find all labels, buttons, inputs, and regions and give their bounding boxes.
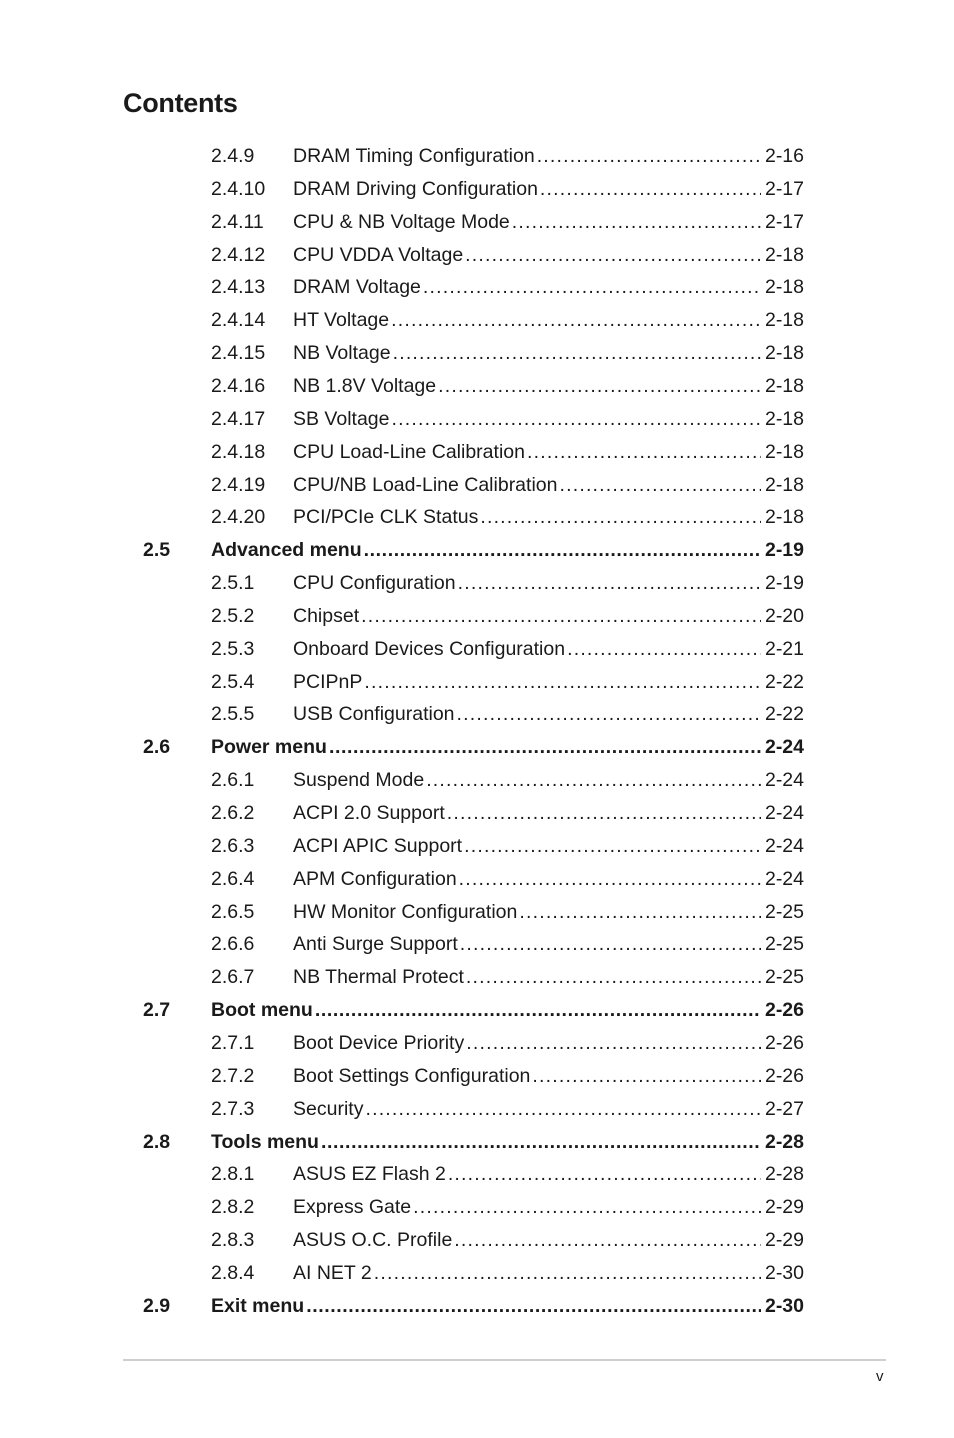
toc-entry[interactable] <box>0 140 954 173</box>
toc-entry[interactable] <box>0 469 954 502</box>
toc-section-entry[interactable] <box>0 994 954 1027</box>
toc-dot-leader <box>365 1093 761 1126</box>
toc-entry-number: 2.4.18 <box>211 440 266 463</box>
toc-entry[interactable] <box>0 896 954 929</box>
toc-entry-title: APM Configuration <box>293 867 457 890</box>
toc-entry[interactable] <box>0 501 954 534</box>
toc-dot-leader <box>480 501 761 534</box>
toc-entry-number: 2.8.2 <box>211 1196 255 1219</box>
toc-dot-leader <box>423 271 761 304</box>
toc-entry-page: 2-30 <box>764 1294 804 1317</box>
toc-entry[interactable] <box>0 173 954 206</box>
toc-dot-leader <box>361 600 761 633</box>
toc-entry-number: 2.5.5 <box>211 703 255 726</box>
toc-dot-leader <box>315 994 761 1027</box>
toc-entry[interactable] <box>0 239 954 272</box>
toc-entry-title: NB 1.8V Voltage <box>293 374 437 397</box>
toc-entry-page: 2-22 <box>764 703 804 726</box>
toc-entry-title: ACPI 2.0 Support <box>293 802 445 824</box>
toc-dot-leader <box>447 797 761 830</box>
toc-entry-line <box>293 698 804 731</box>
toc-entry-page: 2-25 <box>764 900 804 923</box>
toc-entry-line <box>293 239 804 272</box>
toc-dot-leader <box>393 337 761 370</box>
toc-entry-title: AI NET 2 <box>293 1261 372 1284</box>
toc-entry-title: Onboard Devices Configuration <box>293 637 566 660</box>
toc-entry-title: Security <box>293 1097 364 1120</box>
toc-entry-page: 2-18 <box>764 506 804 529</box>
toc-dot-leader <box>438 370 761 403</box>
toc-dot-leader <box>413 1191 761 1224</box>
toc-section-entry[interactable] <box>0 1290 954 1323</box>
toc-entry-page: 2-26 <box>764 1031 804 1054</box>
toc-dot-leader <box>466 1027 761 1060</box>
toc-entry-line <box>293 1257 804 1290</box>
toc-entry-page: 2-18 <box>764 374 804 397</box>
toc-entry-page: 2-18 <box>764 309 804 332</box>
toc-entry-page: 2-24 <box>764 736 804 759</box>
toc-dot-leader <box>466 961 761 994</box>
toc-entry-line <box>293 830 804 863</box>
toc-entry-number: 2.9 <box>143 1294 171 1317</box>
toc-entry-line <box>293 961 804 994</box>
toc-section-entry[interactable] <box>0 1126 954 1159</box>
toc-entry-number: 2.6.6 <box>211 933 255 956</box>
toc-entry-number: 2.4.20 <box>211 506 266 529</box>
toc-entry-page: 2-25 <box>764 933 804 956</box>
toc-entry-page: 2-28 <box>764 1130 804 1153</box>
toc-entry-line <box>293 1224 804 1257</box>
toc-entry-page: 2-24 <box>764 834 804 857</box>
toc-entry-line <box>293 173 804 206</box>
toc-entry-title: HT Voltage <box>293 309 390 332</box>
toc-dot-leader <box>519 896 761 929</box>
toc-entry-number: 2.4.12 <box>211 243 266 266</box>
toc-entry-page: 2-17 <box>764 210 804 233</box>
toc-entry-number: 2.5.1 <box>211 572 255 595</box>
toc-entry-number: 2.6.4 <box>211 867 255 890</box>
toc-entry-number: 2.4.15 <box>211 342 266 365</box>
toc-entry-title: ACPI APIC Support <box>293 834 463 857</box>
toc-entry-number: 2.6 <box>143 736 171 759</box>
toc-entry[interactable] <box>0 370 954 403</box>
toc-entry-line <box>293 1027 804 1060</box>
toc-entry-number: 2.4.9 <box>211 145 255 167</box>
toc-entry-line <box>293 501 804 534</box>
toc-dot-leader <box>329 731 761 764</box>
toc-entry-page: 2-28 <box>764 1163 804 1186</box>
toc-entry-title: PCI/PCIe CLK Status <box>293 506 479 529</box>
toc-entry-page: 2-27 <box>764 1097 804 1120</box>
toc-entry-number: 2.8.4 <box>211 1261 255 1284</box>
toc-dot-leader <box>559 469 761 502</box>
toc-entry-number: 2.4.11 <box>211 210 264 233</box>
toc-entry-line <box>211 994 804 1027</box>
toc-entry-page: 2-29 <box>764 1196 804 1219</box>
toc-entry-title: CPU/NB Load-Line Calibration <box>293 473 558 496</box>
page-title: Contents <box>123 88 238 118</box>
toc-entry[interactable] <box>0 1060 954 1093</box>
toc-dot-leader <box>321 1126 761 1159</box>
toc-entry-title: CPU & NB Voltage Mode <box>293 210 510 233</box>
toc-entry-title: Anti Surge Support <box>293 933 458 956</box>
toc-entry-line <box>293 140 804 173</box>
toc-entry-line <box>293 764 804 797</box>
toc-dot-leader <box>460 928 761 961</box>
footer-divider <box>123 1359 886 1361</box>
toc-entry-number: 2.8.1 <box>211 1163 255 1186</box>
toc-entry[interactable] <box>0 1224 954 1257</box>
toc-entry[interactable] <box>0 633 954 666</box>
toc-dot-leader <box>532 1060 761 1093</box>
toc-entry-number: 2.4.16 <box>211 374 266 397</box>
toc-entry-page: 2-18 <box>764 276 804 299</box>
toc-entry-title: PCIPnP <box>293 670 363 693</box>
toc-entry-title: Boot Settings Configuration <box>293 1064 531 1087</box>
toc-entry-line <box>293 304 804 337</box>
toc-entry[interactable] <box>0 1093 954 1126</box>
toc-dot-leader <box>457 698 761 731</box>
toc-entry-number: 2.5 <box>143 539 171 562</box>
toc-entry-title: NB Voltage <box>293 342 391 365</box>
toc-entry-title: Boot menu <box>211 999 313 1022</box>
toc-entry-title: CPU VDDA Voltage <box>293 243 464 266</box>
toc-entry-page: 2-19 <box>764 539 804 562</box>
toc-entry[interactable] <box>0 698 954 731</box>
toc-entry-page: 2-18 <box>764 473 804 496</box>
toc-entry-number: 2.4.10 <box>211 177 266 200</box>
toc-entry-title: ASUS EZ Flash 2 <box>293 1163 446 1186</box>
toc-entry-page: 2-18 <box>764 407 804 430</box>
toc-entry-number: 2.5.3 <box>211 637 255 660</box>
toc-entry-title: Power menu <box>211 736 327 759</box>
toc-entry-title: DRAM Driving Configuration <box>293 177 538 200</box>
toc-entry[interactable] <box>0 1257 954 1290</box>
toc-entry-line <box>293 633 804 666</box>
toc-dot-leader <box>458 567 761 600</box>
toc-entry-page: 2-29 <box>764 1229 804 1252</box>
toc-entry-page: 2-26 <box>764 1064 804 1087</box>
toc-entry-page: 2-18 <box>764 440 804 463</box>
toc-entry[interactable] <box>0 764 954 797</box>
toc-entry-page: 2-30 <box>764 1261 804 1284</box>
toc-entry-line <box>211 1290 804 1323</box>
toc-dot-leader <box>364 534 761 567</box>
toc-entry[interactable] <box>0 830 954 863</box>
toc-section-entry[interactable] <box>0 731 954 764</box>
toc-entry-number: 2.7 <box>143 999 171 1022</box>
toc-entry[interactable] <box>0 928 954 961</box>
toc-entry-title: SB Voltage <box>293 407 390 430</box>
toc-dot-leader <box>374 1257 761 1290</box>
toc-entry-number: 2.8.3 <box>211 1229 255 1252</box>
toc-entry-title: DRAM Timing Configuration <box>293 145 535 167</box>
toc-entry-number: 2.5.2 <box>211 604 255 627</box>
toc-entry-line <box>293 271 804 304</box>
toc-entry-line <box>293 666 804 699</box>
toc-dot-leader <box>426 764 761 797</box>
toc-dot-leader <box>540 173 761 206</box>
toc-entry-line <box>293 206 804 239</box>
toc-entry-title: CPU Configuration <box>293 572 456 595</box>
toc-entry-title: HW Monitor Configuration <box>293 900 518 923</box>
toc-entry[interactable] <box>0 1191 954 1224</box>
toc-entry[interactable] <box>0 304 954 337</box>
toc-dot-leader <box>512 206 761 239</box>
toc-entry-line <box>293 797 804 830</box>
footer-page-number: v <box>876 1368 884 1385</box>
toc-entry-number: 2.4.13 <box>211 276 266 299</box>
toc-section-entry[interactable] <box>0 534 954 567</box>
toc-entry-page: 2-24 <box>764 769 804 792</box>
toc-entry-page: 2-25 <box>764 966 804 989</box>
toc-entry-title: NB Thermal Protect <box>293 966 464 989</box>
toc-entry-number: 2.6.5 <box>211 900 255 923</box>
toc-entry[interactable] <box>0 436 954 469</box>
toc-entry-title: CPU Load-Line Calibration <box>293 440 525 463</box>
toc-entry-line <box>293 337 804 370</box>
toc-entry-number: 2.6.7 <box>211 966 255 989</box>
toc-entry-page: 2-21 <box>764 637 804 660</box>
toc-entry-number: 2.4.14 <box>211 309 266 332</box>
toc-entry-line <box>293 1191 804 1224</box>
toc-dot-leader <box>392 403 761 436</box>
toc-entry-page: 2-24 <box>764 867 804 890</box>
toc-dot-leader <box>364 666 761 699</box>
toc-entry-title: Suspend Mode <box>293 769 425 792</box>
toc-dot-leader <box>537 140 761 173</box>
toc-dot-leader <box>459 863 761 896</box>
toc-entry-number: 2.4.17 <box>211 407 266 430</box>
toc-entry-title: Chipset <box>293 604 360 627</box>
toc-entry-number: 2.8 <box>143 1130 171 1153</box>
toc-entry-number: 2.7.3 <box>211 1097 255 1120</box>
toc-entry-line <box>211 1126 804 1159</box>
toc-dot-leader <box>527 436 761 469</box>
toc-entry-page: 2-18 <box>764 342 804 365</box>
toc-entry-title: Express Gate <box>293 1196 412 1219</box>
toc-entry-page: 2-16 <box>764 145 804 167</box>
toc-entry-line <box>293 600 804 633</box>
toc-entry-number: 2.6.3 <box>211 834 255 857</box>
toc-entry-page: 2-22 <box>764 670 804 693</box>
toc-entry-line <box>293 863 804 896</box>
toc-entry-line <box>293 1158 804 1191</box>
toc-entry-number: 2.7.2 <box>211 1064 255 1087</box>
toc-entry-title: Exit menu <box>211 1294 305 1317</box>
toc-entry[interactable] <box>0 666 954 699</box>
toc-entry[interactable] <box>0 567 954 600</box>
toc-entry-line <box>293 1093 804 1126</box>
toc-entry-title: Advanced menu <box>211 539 362 562</box>
toc-entry-title: USB Configuration <box>293 703 455 726</box>
toc-entry-line <box>211 534 804 567</box>
toc-entry-line <box>211 731 804 764</box>
toc-entry-page: 2-19 <box>764 572 804 595</box>
toc-entry-page: 2-18 <box>764 243 804 266</box>
toc-entry[interactable] <box>0 271 954 304</box>
toc-entry-line <box>293 469 804 502</box>
toc-entry-title: DRAM Voltage <box>293 276 421 299</box>
toc-entry[interactable] <box>0 961 954 994</box>
toc-dot-leader <box>448 1158 761 1191</box>
toc-entry-page: 2-26 <box>764 999 804 1022</box>
toc-entry-title: Tools menu <box>211 1130 319 1153</box>
toc-entry-page: 2-17 <box>764 177 804 200</box>
toc-dot-leader <box>391 304 761 337</box>
toc-entry[interactable] <box>0 206 954 239</box>
toc-entry[interactable] <box>0 863 954 896</box>
toc-dot-leader <box>465 239 761 272</box>
toc-entry-line <box>293 1060 804 1093</box>
toc-entry[interactable] <box>0 337 954 370</box>
toc-entry-line <box>293 436 804 469</box>
toc-entry[interactable] <box>0 797 954 830</box>
toc-dot-leader <box>567 633 761 666</box>
toc-entry-number: 2.4.19 <box>211 473 266 496</box>
toc-entry-number: 2.5.4 <box>211 670 255 693</box>
toc-entry-title: ASUS O.C. Profile <box>293 1229 453 1252</box>
toc-entry-number: 2.6.1 <box>211 769 255 792</box>
toc-dot-leader <box>454 1224 761 1257</box>
toc-entry[interactable] <box>0 1158 954 1191</box>
toc-dot-leader <box>306 1290 761 1323</box>
toc-entry-line <box>293 370 804 403</box>
toc-entry-line <box>293 567 804 600</box>
toc-entry[interactable] <box>0 403 954 436</box>
toc-entry-number: 2.6.2 <box>211 802 255 824</box>
toc-entry-page: 2-20 <box>764 604 804 627</box>
toc-entry-line <box>293 896 804 929</box>
toc-entry-line <box>293 403 804 436</box>
toc-entry[interactable] <box>0 1027 954 1060</box>
toc-entry-number: 2.7.1 <box>211 1031 255 1054</box>
toc-entry-page: 2-24 <box>764 802 804 824</box>
toc-entry[interactable] <box>0 600 954 633</box>
toc-entry-line <box>293 928 804 961</box>
toc-dot-leader <box>464 830 761 863</box>
toc-entry-title: Boot Device Priority <box>293 1031 465 1054</box>
